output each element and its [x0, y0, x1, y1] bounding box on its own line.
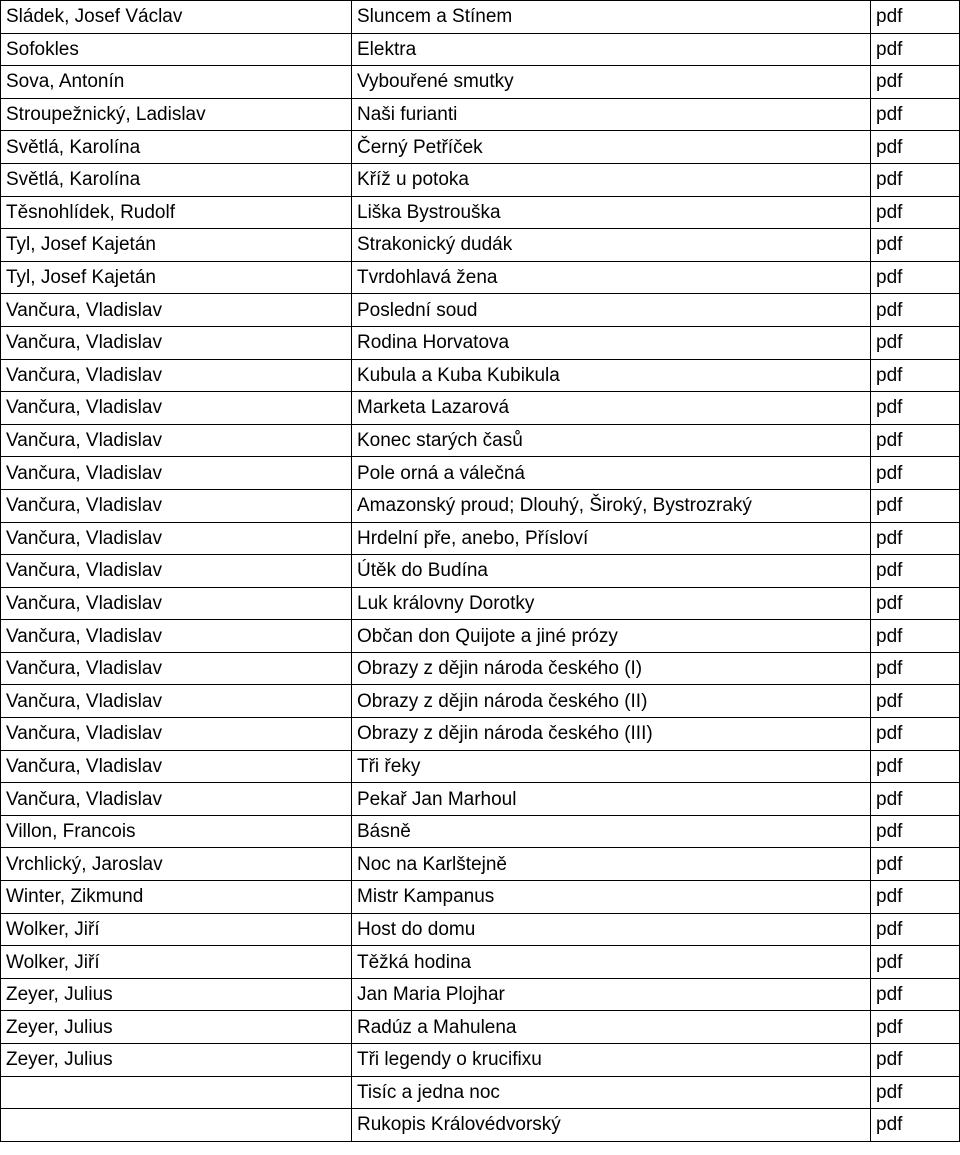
- title-cell: Tvrdohlavá žena: [352, 261, 871, 294]
- table-row: [1, 1076, 960, 1109]
- author-cell: Vančura, Vladislav: [1, 522, 352, 555]
- table-row: [1, 326, 960, 359]
- format-cell: pdf: [871, 815, 960, 848]
- format-cell: pdf: [871, 685, 960, 718]
- author-cell: Wolker, Jiří: [1, 946, 352, 979]
- author-cell: Sládek, Josef Václav: [1, 1, 352, 34]
- table-row: [1, 881, 960, 914]
- table-row: [1, 98, 960, 131]
- format-cell: pdf: [871, 1, 960, 34]
- author-cell: Světlá, Karolína: [1, 131, 352, 164]
- format-cell: pdf: [871, 913, 960, 946]
- title-cell: Tisíc a jedna noc: [352, 1076, 871, 1109]
- title-cell: Obrazy z dějin národa českého (III): [352, 718, 871, 751]
- format-cell: pdf: [871, 783, 960, 816]
- table-row: [1, 815, 960, 848]
- title-cell: Tři řeky: [352, 750, 871, 783]
- author-cell: Vančura, Vladislav: [1, 620, 352, 653]
- author-cell: Vančura, Vladislav: [1, 750, 352, 783]
- author-cell: Zeyer, Julius: [1, 978, 352, 1011]
- format-cell: pdf: [871, 1044, 960, 1077]
- author-cell: [1, 1076, 352, 1109]
- author-cell: Villon, Francois: [1, 815, 352, 848]
- title-cell: Tři legendy o krucifixu: [352, 1044, 871, 1077]
- format-cell: pdf: [871, 848, 960, 881]
- author-cell: Těsnohlídek, Rudolf: [1, 196, 352, 229]
- author-cell: Vančura, Vladislav: [1, 326, 352, 359]
- table-row: [1, 978, 960, 1011]
- title-cell: Kříž u potoka: [352, 163, 871, 196]
- format-cell: pdf: [871, 489, 960, 522]
- format-cell: pdf: [871, 33, 960, 66]
- format-cell: pdf: [871, 750, 960, 783]
- author-cell: Winter, Zikmund: [1, 881, 352, 914]
- table-row: [1, 196, 960, 229]
- author-cell: Zeyer, Julius: [1, 1044, 352, 1077]
- format-cell: pdf: [871, 392, 960, 425]
- format-cell: pdf: [871, 1011, 960, 1044]
- author-cell: Vančura, Vladislav: [1, 294, 352, 327]
- format-cell: pdf: [871, 163, 960, 196]
- title-cell: Strakonický dudák: [352, 229, 871, 262]
- title-cell: Obrazy z dějin národa českého (II): [352, 685, 871, 718]
- table-row: [1, 163, 960, 196]
- title-cell: Elektra: [352, 33, 871, 66]
- table-row: [1, 229, 960, 262]
- table-row: [1, 652, 960, 685]
- title-cell: Luk královny Dorotky: [352, 587, 871, 620]
- author-cell: Vančura, Vladislav: [1, 685, 352, 718]
- format-cell: pdf: [871, 978, 960, 1011]
- author-cell: Vančura, Vladislav: [1, 457, 352, 490]
- table-row: [1, 392, 960, 425]
- title-cell: Hrdelní pře, anebo, Přísloví: [352, 522, 871, 555]
- author-cell: Vančura, Vladislav: [1, 587, 352, 620]
- table-row: [1, 587, 960, 620]
- format-cell: pdf: [871, 522, 960, 555]
- author-cell: Wolker, Jiří: [1, 913, 352, 946]
- author-cell: Vrchlický, Jaroslav: [1, 848, 352, 881]
- author-cell: Vančura, Vladislav: [1, 489, 352, 522]
- author-cell: Zeyer, Julius: [1, 1011, 352, 1044]
- title-cell: Poslední soud: [352, 294, 871, 327]
- format-cell: pdf: [871, 131, 960, 164]
- format-cell: pdf: [871, 294, 960, 327]
- table-row: [1, 294, 960, 327]
- table-row: [1, 359, 960, 392]
- table-row: [1, 848, 960, 881]
- title-cell: Host do domu: [352, 913, 871, 946]
- author-cell: Vančura, Vladislav: [1, 718, 352, 751]
- format-cell: pdf: [871, 261, 960, 294]
- format-cell: pdf: [871, 424, 960, 457]
- format-cell: pdf: [871, 1109, 960, 1142]
- author-cell: Vančura, Vladislav: [1, 555, 352, 588]
- format-cell: pdf: [871, 555, 960, 588]
- title-cell: Těžká hodina: [352, 946, 871, 979]
- author-cell: Vančura, Vladislav: [1, 783, 352, 816]
- author-cell: Vančura, Vladislav: [1, 392, 352, 425]
- title-cell: Konec starých časů: [352, 424, 871, 457]
- format-cell: pdf: [871, 881, 960, 914]
- title-cell: Občan don Quijote a jiné prózy: [352, 620, 871, 653]
- title-cell: Jan Maria Plojhar: [352, 978, 871, 1011]
- table-row: [1, 522, 960, 555]
- author-cell: Sova, Antonín: [1, 66, 352, 99]
- table-row: [1, 424, 960, 457]
- author-cell: Tyl, Josef Kajetán: [1, 229, 352, 262]
- table-row: [1, 718, 960, 751]
- format-cell: pdf: [871, 587, 960, 620]
- table-row: [1, 555, 960, 588]
- format-cell: pdf: [871, 196, 960, 229]
- format-cell: pdf: [871, 326, 960, 359]
- format-cell: pdf: [871, 359, 960, 392]
- title-cell: Černý Petříček: [352, 131, 871, 164]
- format-cell: pdf: [871, 652, 960, 685]
- title-cell: Naši furianti: [352, 98, 871, 131]
- author-cell: Světlá, Karolína: [1, 163, 352, 196]
- author-cell: Vančura, Vladislav: [1, 359, 352, 392]
- title-cell: Marketa Lazarová: [352, 392, 871, 425]
- title-cell: Radúz a Mahulena: [352, 1011, 871, 1044]
- title-cell: Útěk do Budína: [352, 555, 871, 588]
- title-cell: Noc na Karlštejně: [352, 848, 871, 881]
- author-cell: [1, 1109, 352, 1142]
- table-body: [1, 1, 960, 1142]
- author-cell: Tyl, Josef Kajetán: [1, 261, 352, 294]
- title-cell: Obrazy z dějin národa českého (I): [352, 652, 871, 685]
- author-cell: Vančura, Vladislav: [1, 424, 352, 457]
- title-cell: Rodina Horvatova: [352, 326, 871, 359]
- format-cell: pdf: [871, 229, 960, 262]
- table-row: [1, 489, 960, 522]
- format-cell: pdf: [871, 718, 960, 751]
- table-row: [1, 1011, 960, 1044]
- author-cell: Stroupežnický, Ladislav: [1, 98, 352, 131]
- format-cell: pdf: [871, 98, 960, 131]
- table-row: [1, 783, 960, 816]
- title-cell: Rukopis Královédvorský: [352, 1109, 871, 1142]
- title-cell: Básně: [352, 815, 871, 848]
- title-cell: Pekař Jan Marhoul: [352, 783, 871, 816]
- table-row: [1, 33, 960, 66]
- format-cell: pdf: [871, 946, 960, 979]
- table-row: [1, 261, 960, 294]
- title-cell: Pole orná a válečná: [352, 457, 871, 490]
- table-row: [1, 1109, 960, 1142]
- author-cell: Vančura, Vladislav: [1, 652, 352, 685]
- title-cell: Sluncem a Stínem: [352, 1, 871, 34]
- table-row: [1, 946, 960, 979]
- table-row: [1, 620, 960, 653]
- title-cell: Liška Bystrouška: [352, 196, 871, 229]
- format-cell: pdf: [871, 620, 960, 653]
- title-cell: Amazonský proud; Dlouhý, Široký, Bystrozraký: [352, 489, 871, 522]
- table-row: [1, 1044, 960, 1077]
- table-row: [1, 750, 960, 783]
- title-cell: Kubula a Kuba Kubikula: [352, 359, 871, 392]
- table-row: [1, 913, 960, 946]
- format-cell: pdf: [871, 457, 960, 490]
- author-cell: Sofokles: [1, 33, 352, 66]
- table-row: [1, 66, 960, 99]
- table-row: [1, 1, 960, 34]
- title-cell: Mistr Kampanus: [352, 881, 871, 914]
- format-cell: pdf: [871, 66, 960, 99]
- table-row: [1, 457, 960, 490]
- table-row: [1, 131, 960, 164]
- format-cell: pdf: [871, 1076, 960, 1109]
- table-row: [1, 685, 960, 718]
- title-cell: Vybouřené smutky: [352, 66, 871, 99]
